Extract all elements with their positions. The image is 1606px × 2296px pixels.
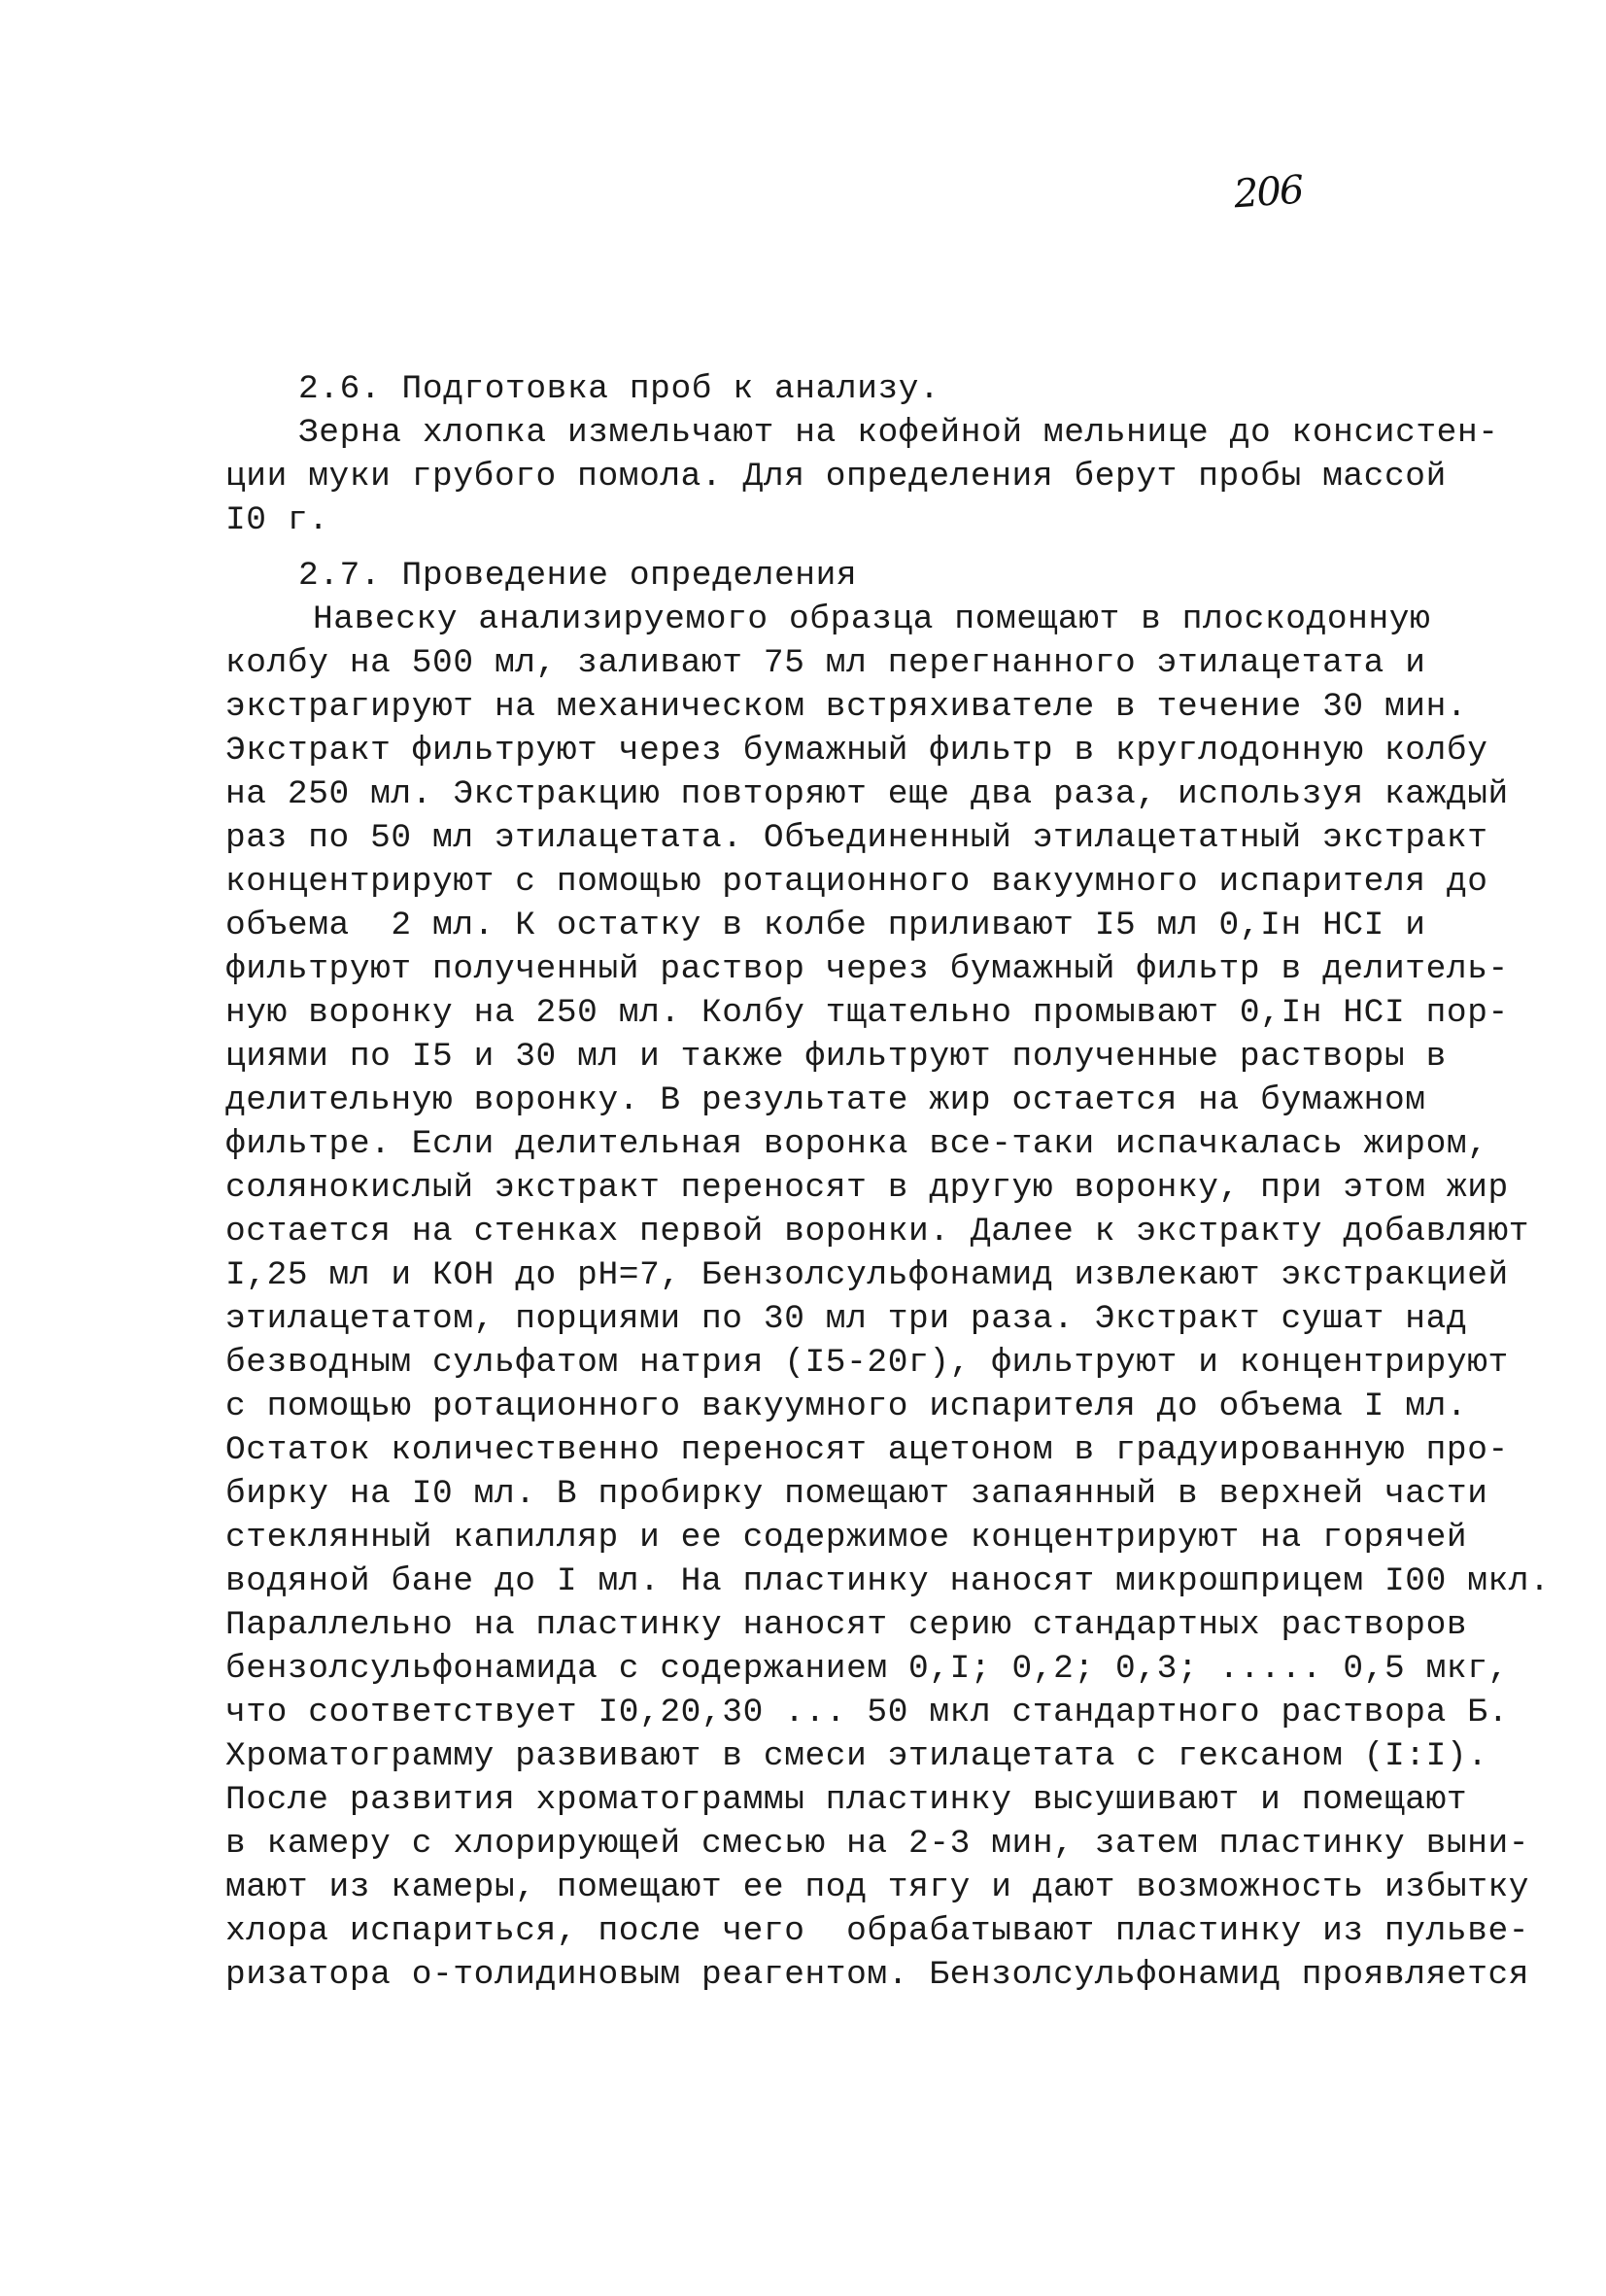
paragraph-line: этилацетатом, порциями по 30 мл три раза. Экстракт сушат над — [225, 1300, 1468, 1338]
paragraph-line: с помощью ротационного вакуумного испарителя до объема I мл. — [225, 1388, 1468, 1425]
paragraph-line: ции муки грубого помола. Для определения берут пробы массой — [225, 458, 1447, 496]
paragraph-line: стеклянный капилляр и ее содержимое концентрируют на горячей — [225, 1519, 1468, 1557]
paragraph-line: I0 г. — [225, 501, 329, 539]
document-body — [225, 367, 1551, 1997]
paragraph-line: на 250 мл. Экстракцию повторяют еще два раза, используя каждый — [225, 775, 1509, 813]
paragraph-line: После развития хроматограммы пластинку высушивают и помещают — [225, 1781, 1468, 1819]
paragraph-line: объема 2 мл. К остатку в колбе приливают I5 мл 0,Iн HCI и — [225, 907, 1426, 944]
paragraph-line: Навеску анализируемого образца помещают в плоскодонную — [313, 600, 1431, 638]
paragraph-line: бензолсульфонамида с содержанием 0,I; 0,2; 0,3; ..... 0,5 мкг, — [225, 1650, 1509, 1688]
paragraph-line: безводным сульфатом натрия (I5-20г), фильтруют и концентрируют — [225, 1344, 1509, 1382]
section-heading-2-6: 2.6. Подготовка проб к анализу. — [298, 370, 940, 408]
paragraph-line: фильтре. Если делительная воронка все-таки испачкалась жиром, — [225, 1125, 1488, 1163]
paragraph-line: экстрагируют на механическом встряхивателе в течение 30 мин. — [225, 688, 1468, 726]
paragraph-line: солянокислый экстракт переносят в другую воронку, при этом жир — [225, 1169, 1509, 1207]
paragraph-line: остается на стенках первой воронки. Далее к экстракту добавляют — [225, 1213, 1530, 1251]
section-heading-2-7: 2.7. Проведение определения — [298, 557, 858, 595]
paragraph-line: концентрируют с помощью ротационного вакуумного испарителя до — [225, 863, 1488, 901]
paragraph-line: ную воронку на 250 мл. Колбу тщательно промывают 0,Iн HCI пор- — [225, 994, 1509, 1032]
paragraph-line: ризатора о-толидиновым реагентом. Бензолсульфонамид проявляется — [225, 1956, 1530, 1994]
paragraph-line: Остаток количественно переносят ацетоном в градуированную про- — [225, 1431, 1509, 1469]
paragraph-line: колбу на 500 мл, заливают 75 мл перегнанного этилацетата и — [225, 644, 1426, 682]
paragraph-line: делительную воронку. В результате жир остается на бумажном — [225, 1081, 1426, 1119]
paragraph-line: I,25 мл и КОН до рН=7, Бензолсульфонамид извлекают экстракцией — [225, 1256, 1509, 1294]
paragraph-line: что соответствует I0,20,30 ... 50 мкл стандартного раствора Б. — [225, 1694, 1509, 1731]
paragraph-line: Параллельно на пластинку наносят серию стандартных растворов — [225, 1606, 1468, 1644]
paragraph-line: водяной бане до I мл. На пластинку наносят микрошприцем I00 мкл. — [225, 1562, 1551, 1600]
paragraph-line: мают из камеры, помещают ее под тягу и дают возможность избытку — [225, 1868, 1530, 1906]
paragraph-line: хлора испариться, после чего обрабатывают пластинку из пульве- — [225, 1912, 1530, 1950]
paragraph-line: бирку на I0 мл. В пробирку помещают запаянный в верхней части — [225, 1475, 1488, 1513]
paragraph-line: Хроматограмму развивают в смеси этилацетата с гексаном (I:I). — [225, 1737, 1488, 1775]
paragraph-line: раз по 50 мл этилацетата. Объединенный этилацетатный экстракт — [225, 819, 1488, 857]
paragraph-line: циями по I5 и 30 мл и также фильтруют полученные растворы в — [225, 1038, 1447, 1076]
paragraph-line: Экстракт фильтруют через бумажный фильтр в круглодонную колбу — [225, 732, 1488, 770]
paragraph-line: в камеру с хлорирующей смесью на 2-3 мин, затем пластинку выни- — [225, 1825, 1530, 1863]
paragraph-line: фильтруют полученный раствор через бумажный фильтр в делитель- — [225, 950, 1509, 988]
paragraph-line: Зерна хлопка измельчают на кофейной мельнице до консистен- — [298, 414, 1499, 452]
page-number: 206 — [1232, 167, 1304, 218]
